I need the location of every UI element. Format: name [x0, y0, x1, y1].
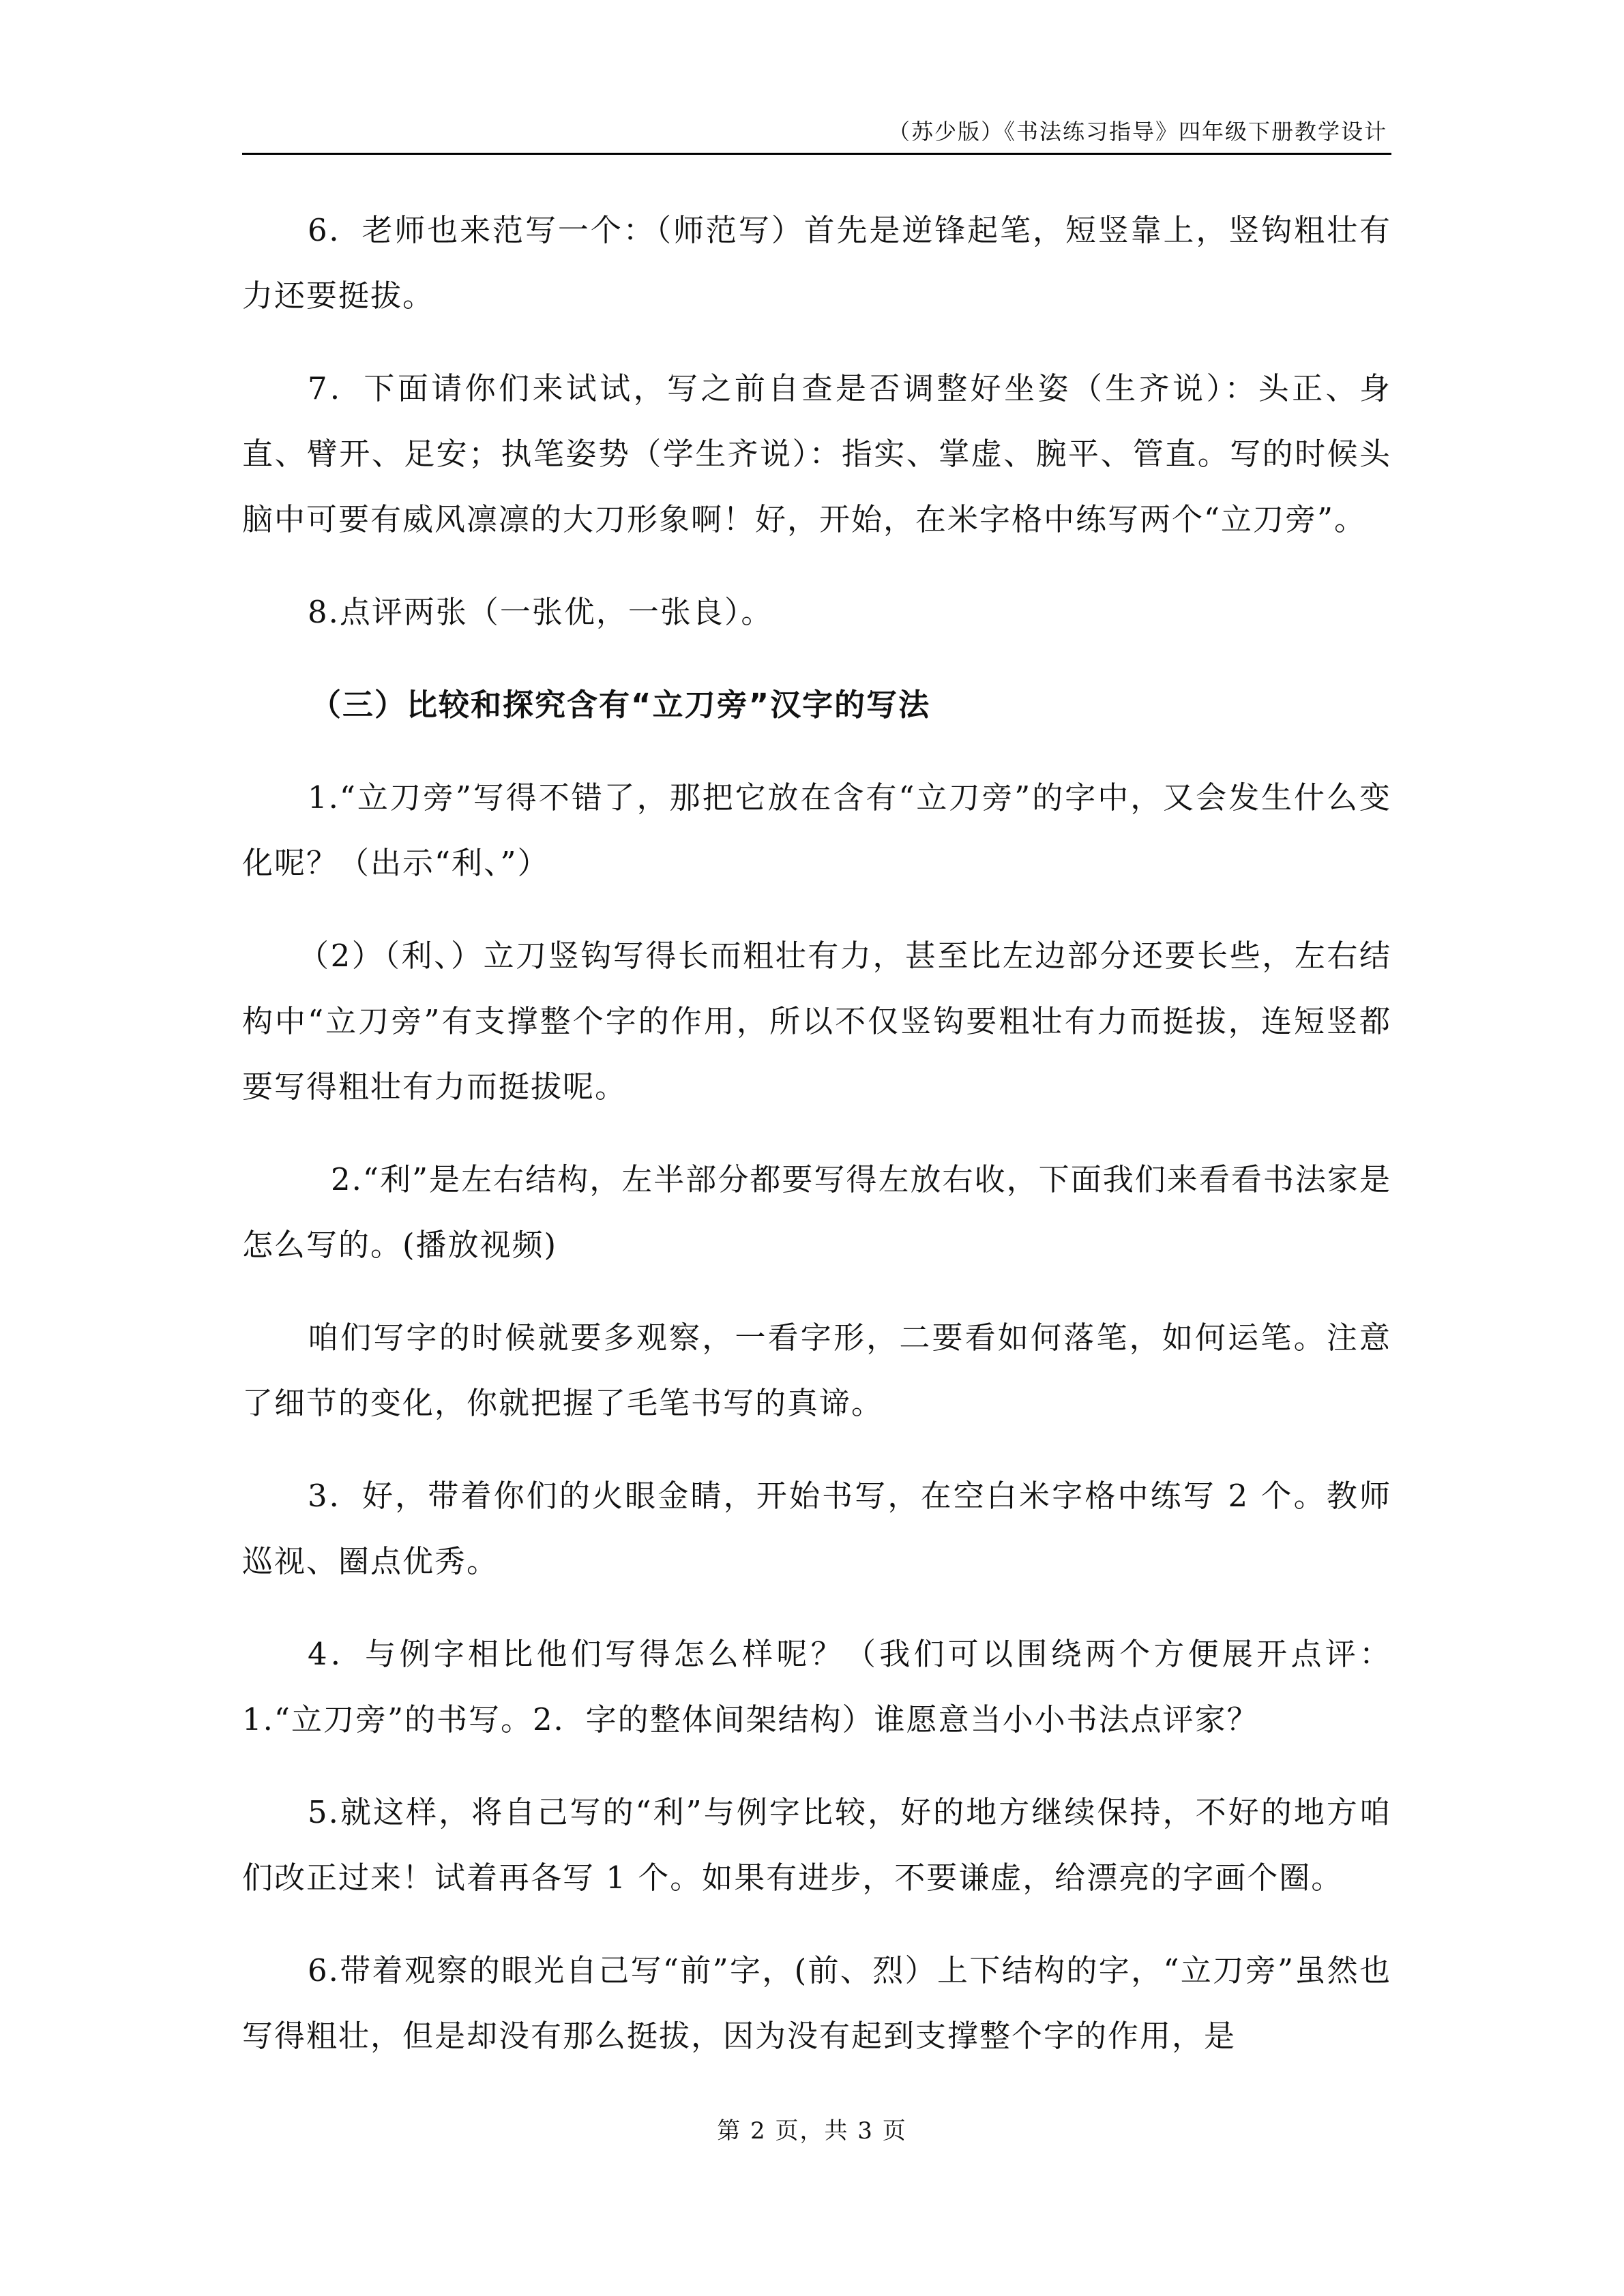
paragraph-compare-1: 1.“立刀旁”写得不错了，那把它放在含有“立刀旁”的字中，又会发生什么变化呢？（出示“利、”）	[242, 779, 1391, 881]
paragraph-step-6: 6．老师也来范写一个：（师范写）首先是逆锋起笔，短竖靠上，竖钩粗壮有力还要挺拔。	[242, 212, 1391, 314]
paragraph-step-8: 8.点评两张（一张优，一张良）。	[308, 594, 773, 630]
paragraph-step-7: 7．下面请你们来试试，写之前自查是否调整好坐姿（生齐说）：头正、身直、臂开、足安；执笔姿势（学生齐说）：指实、掌虚、腕平、管直。写的时候头脑中可要有威风凛凛的大刀形象啊！好，开始，在米字格中练写两个“立刀旁”。	[242, 370, 1391, 537]
paragraph-compare-6: 6.带着观察的眼光自己写“前”字，(前、烈）上下结构的字，“立刀旁”虽然也写得粗壮，但是却没有那么挺拔，因为没有起到支撑整个字的作用，是	[242, 1952, 1391, 2054]
page-number: 第 2 页，共 3 页	[717, 2117, 907, 2145]
paragraph-compare-3: 3．好，带着你们的火眼金睛，开始书写，在空白米字格中练写 2 个。教师巡视、圈点优秀。	[242, 1478, 1391, 1579]
paragraph-compare-2: 2.“利”是左右结构，左半部分都要写得左放右收，下面我们来看看书法家是怎么写的。(播放视频)	[242, 1161, 1391, 1263]
header-title: （苏少版）《书法练习指导》四年级下册教学设计	[887, 119, 1387, 145]
paragraph-observe: 咱们写字的时候就要多观察，一看字形，二要看如何落笔，如何运笔。注意了细节的变化，你就把握了毛笔书写的真谛。	[242, 1320, 1391, 1421]
document-body	[242, 198, 1391, 2096]
section-heading: （三）比较和探究含有“立刀旁”汉字的写法	[310, 687, 931, 723]
page-header	[242, 113, 1391, 155]
paragraph-compare-5: 5.就这样，将自己写的“利”与例字比较，好的地方继续保持，不好的地方咱们改正过来！试着再各写 1 个。如果有进步，不要谦虚，给漂亮的字画个圈。	[242, 1794, 1391, 1896]
paragraph-compare-4: 4．与例字相比他们写得怎么样呢？（我们可以围绕两个方便展开点评：1.“立刀旁”的书写。2．字的整体间架结构）谁愿意当小小书法点评家？	[242, 1636, 1391, 1738]
paragraph-compare-2-sub: （2）（利、）立刀竖钩写得长而粗壮有力，甚至比左边部分还要长些，左右结构中“立刀旁”有支撑整个字的作用，所以不仅竖钩要粗壮有力而挺拔，连短竖都要写得粗壮有力而挺拔呢。	[242, 938, 1391, 1105]
